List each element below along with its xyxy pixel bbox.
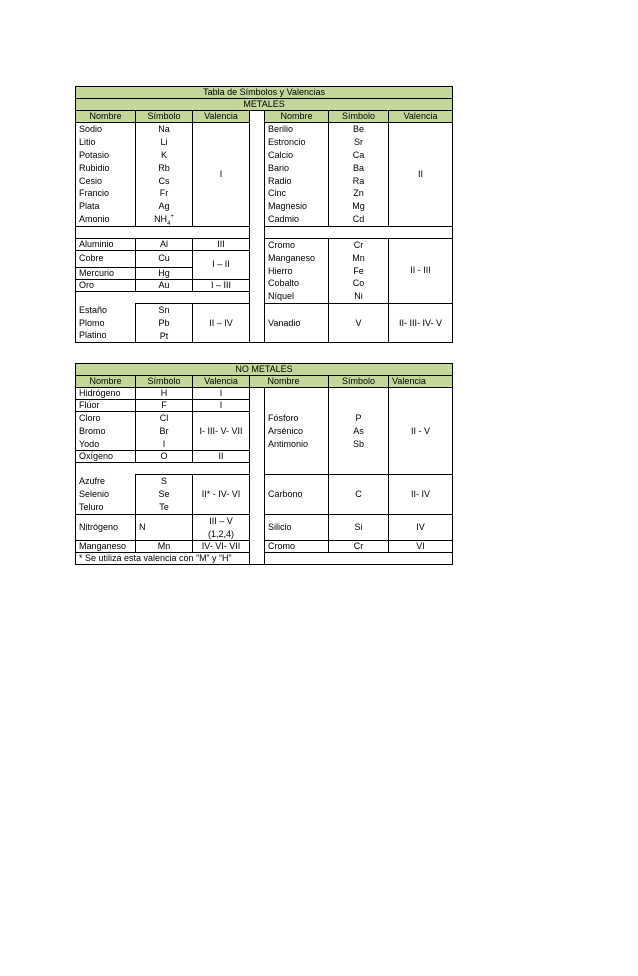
- group3-left-symbols: Sn Pb Pt: [136, 303, 193, 342]
- cu-hg-valence: I – II: [193, 251, 250, 280]
- table-row: Mercurio: [76, 267, 136, 279]
- header-valencia: Valencia: [389, 376, 453, 388]
- header-nombre: Nombre: [265, 376, 329, 388]
- header-nombre: Nombre: [76, 376, 136, 388]
- table-row: Flúor: [76, 400, 136, 412]
- header-valencia: Valencia: [193, 111, 250, 123]
- group1-right-symbols: Be Sr Ca Ba Ra Zn Mg Cd: [329, 123, 389, 227]
- group1-right-valence: II: [389, 123, 453, 227]
- pnictogen-symbols: P As Sb: [329, 388, 389, 475]
- halogen-names: Cloro Bromo Yodo: [76, 412, 136, 451]
- table-row: Silicio: [265, 514, 329, 541]
- table-row: Cromo: [265, 541, 329, 553]
- group1-left-symbols: Na Li K Rb Cs Fr Ag $NH_4^+$: [136, 123, 193, 227]
- pnictogen-valence: II - V: [389, 388, 453, 475]
- halogen-valence: I- III- V- VII: [193, 412, 250, 451]
- spacer-cell: [250, 111, 265, 123]
- table-row: Cobre: [76, 251, 136, 268]
- group2-right-names: Cromo Manganeso Hierro Cobalto Níquel: [265, 239, 329, 304]
- table-row: Carbono: [265, 475, 329, 514]
- header-nombre: Nombre: [265, 111, 329, 123]
- metales-table: Tabla de Símbolos y Valencias METALES Nombre Símbolo Valencia Nombre Símbolo Valencia Sodio Litio Potasio Rubidio Cesio Francio Plata Amonio Na Li K Rb Cs Fr Ag $NH_4^+$ I Berilio Estroncio Calcio Bario Radio Cinc Magnesio Cadmio Be Sr Ca Ba Ra Zn Mg Cd II Aluminio Al III Cromo Manganeso Hierro Cobalto Níquel Cr Mn Fe Co Ni II - III Cobre Cu I – II Mercurio Hg Oro Au I – III Estaño Plomo Platino Sn Pb Pt II – IV Vanadio V II- III- IV- V: [75, 86, 453, 343]
- group1-left-valence: I: [193, 123, 250, 227]
- table-row: Aluminio: [76, 239, 136, 251]
- header-simbolo: Símbolo: [329, 111, 389, 123]
- header-valencia: Valencia: [193, 376, 250, 388]
- header-simbolo: Símbolo: [136, 376, 193, 388]
- group1-right-names: Berilio Estroncio Calcio Bario Radio Cinc Magnesio Cadmio: [265, 123, 329, 227]
- group3-left-valence: II – IV: [193, 303, 250, 342]
- table-title: Tabla de Símbolos y Valencias: [76, 87, 453, 99]
- group1-left-names: Sodio Litio Potasio Rubidio Cesio Francio Plata Amonio: [76, 123, 136, 227]
- chalcogen-names: Azufre Selenio Teluro: [76, 475, 136, 514]
- chalcogen-symbols: S Se Te: [136, 475, 193, 514]
- header-simbolo: Símbolo: [329, 376, 389, 388]
- table-row: Manganeso: [76, 541, 136, 553]
- table-row: Vanadio: [265, 303, 329, 342]
- table-row: Hidrógeno: [76, 388, 136, 400]
- nitrogeno-valence: III – V (1,2,4): [193, 514, 250, 541]
- no-metales-heading: NO METALES: [76, 364, 453, 376]
- footnote: * Se utiliza esta valencia con “M” y “H”: [76, 553, 250, 565]
- halogen-symbols: Cl Br I: [136, 412, 193, 451]
- no-metales-table: NO METALES Nombre Símbolo Valencia Nombre Símbolo Valencia Hidrógeno H I Fósforo Arsénico Antimonio P As Sb II - V Flúor F I Cloro Bromo Yodo Cl Br I I- III- V- VII Oxígeno O II Azufre Selenio Teluro S Se Te II* - IV- VI Carbono C II- IV Nitrógeno N III – V (1,2,4) Silicio Si IV Manganeso Mn IV- VI- VII Cromo Cr VI * Se utiliza esta valencia con “M” y “H”: [75, 363, 453, 565]
- chalcogen-valence: II* - IV- VI: [193, 475, 250, 514]
- header-valencia: Valencia: [389, 111, 453, 123]
- header-nombre: Nombre: [76, 111, 136, 123]
- header-simbolo: Símbolo: [136, 111, 193, 123]
- pnictogen-names: Fósforo Arsénico Antimonio: [265, 388, 329, 475]
- table-row: Nitrógeno: [76, 514, 136, 541]
- table-row: Oro: [76, 279, 136, 291]
- metales-heading: METALES: [76, 99, 453, 111]
- group2-right-symbols: Cr Mn Fe Co Ni: [329, 239, 389, 304]
- amonio-symbol: $NH_4^+$: [154, 213, 174, 227]
- table-row: Oxígeno: [76, 451, 136, 463]
- group2-right-valence: II - III: [389, 239, 453, 304]
- group3-left-names: Estaño Plomo Platino: [76, 303, 136, 342]
